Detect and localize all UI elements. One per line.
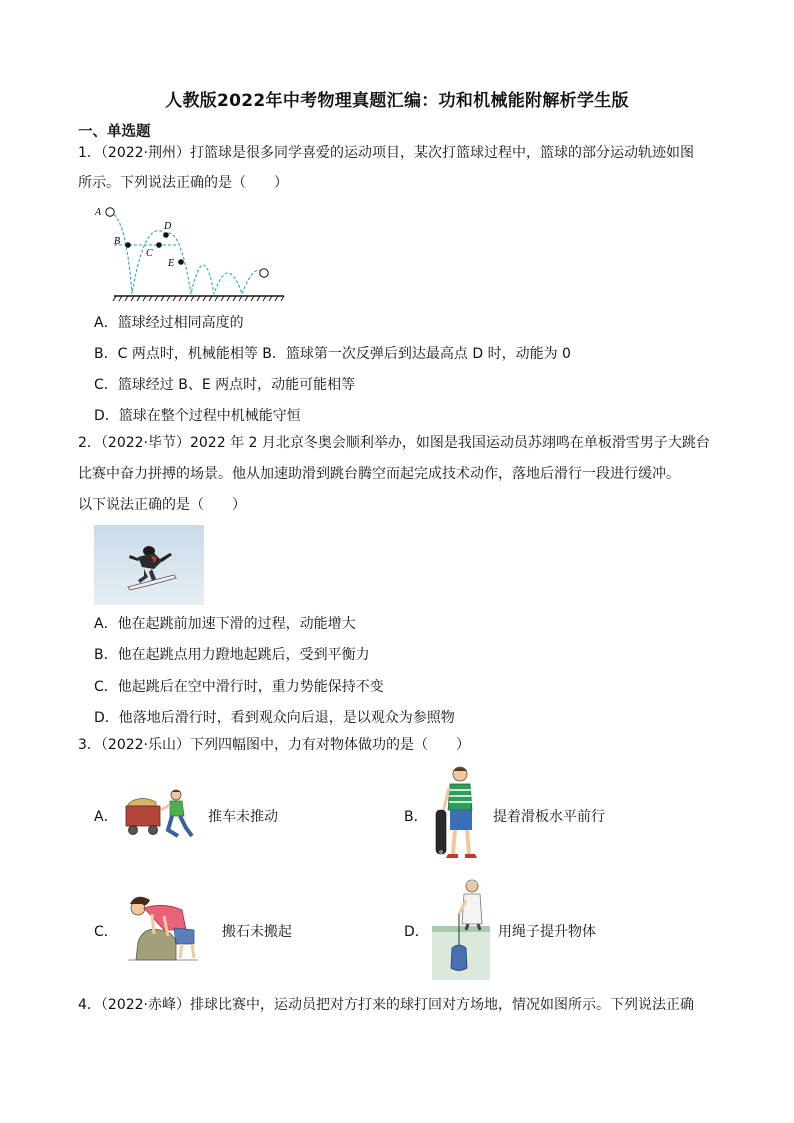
q2-stem-line3: 以下说法正确的是（ ）: [78, 497, 246, 513]
q2-stem-line1: 2．（2022·毕节）2022 年 2 月北京冬奥会顺利举办，如图是我国运动员苏翊鸣在单板滑雪男子大跳台: [78, 435, 710, 451]
q3-option-d-letter: D．: [404, 924, 429, 940]
q3-option-c-text: 搬石未搬起: [222, 924, 292, 940]
q4-stem-line1: 4．（2022·赤峰）排球比赛中，运动员把对方打来的球打回对方场地，情况如图所示。下列说法正确: [78, 997, 694, 1013]
q3-option-d-text: 用绳子提升物体: [498, 924, 596, 940]
label-B: B: [114, 236, 121, 247]
lift-rock-icon: [128, 897, 198, 960]
q1-option-d: D．篮球在整个过程中机械能守恒: [94, 408, 301, 424]
section-heading: 一、单选题: [78, 124, 151, 140]
q2-option-d: D．他落地后滑行时，看到观众向后退，是以观众为参照物: [94, 710, 455, 726]
point-B: [125, 242, 131, 248]
q2-option-a: A．他在起跳前加速下滑的过程，动能增大: [94, 616, 356, 632]
ball-end: [260, 269, 268, 277]
ground: [113, 296, 284, 301]
label-D: D: [164, 221, 172, 232]
document-title: 人教版2022年中考物理真题汇编：功和机械能附解析学生版: [165, 91, 629, 111]
label-C: C: [146, 248, 153, 259]
q2-option-c: C．他起跳后在空中滑行时，重力势能保持不变: [94, 679, 384, 695]
q3-option-c-figure: [124, 890, 206, 966]
q1-option-a: A．篮球经过相同高度的: [94, 315, 244, 331]
q1-stem-line2: 所示。下列说法正确的是（ ）: [78, 175, 288, 191]
ball-start: [106, 208, 114, 216]
q1-option-b: B．C 两点时，机械能相等 B．篮球第一次反弹后到达最高点 D 时，动能为 0: [94, 346, 571, 362]
q2-stem-line2: 比赛中奋力拼搏的场景。他从加速助滑到跳台腾空而起完成技术动作，落地后滑行一段进行缓冲。: [78, 466, 680, 482]
q3-option-b-text: 提着滑板水平前行: [493, 809, 605, 825]
point-D: [163, 232, 169, 238]
q1-basketball-trajectory-figure: [92, 196, 292, 306]
point-E: [178, 259, 184, 265]
trajectory-path: [110, 212, 264, 294]
q3-option-a-text: 推车未推动: [208, 809, 278, 825]
q3-option-a-letter: A．: [94, 809, 118, 825]
label-E: E: [168, 258, 175, 269]
q2-snowboarder-photo: [94, 525, 204, 605]
push-cart-icon: [126, 790, 192, 836]
q3-option-c-letter: C．: [94, 924, 118, 940]
q3-option-a-figure: [120, 786, 200, 842]
q3-stem-line1: 3．（2022·乐山）下列四幅图中，力有对物体做功的是（ ）: [78, 737, 470, 753]
q1-option-c: C．篮球经过 B、E 两点时，动能可能相等: [94, 377, 356, 393]
rope-lift-icon: [432, 880, 490, 980]
q2-option-b: B．他在起跳点用力蹬地起跳后，受到平衡力: [94, 647, 370, 663]
label-A: A: [95, 207, 102, 218]
q1-stem-line1: 1．（2022·荆州）打篮球是很多同学喜爱的运动项目，某次打篮球过程中，篮球的部分运动轨迹如图: [78, 145, 694, 161]
point-C: [156, 242, 162, 248]
carry-skateboard-icon: [436, 767, 477, 858]
q3-option-d-figure: [432, 876, 492, 980]
q3-option-b-figure: [432, 762, 482, 864]
q3-option-b-letter: B．: [404, 809, 428, 825]
